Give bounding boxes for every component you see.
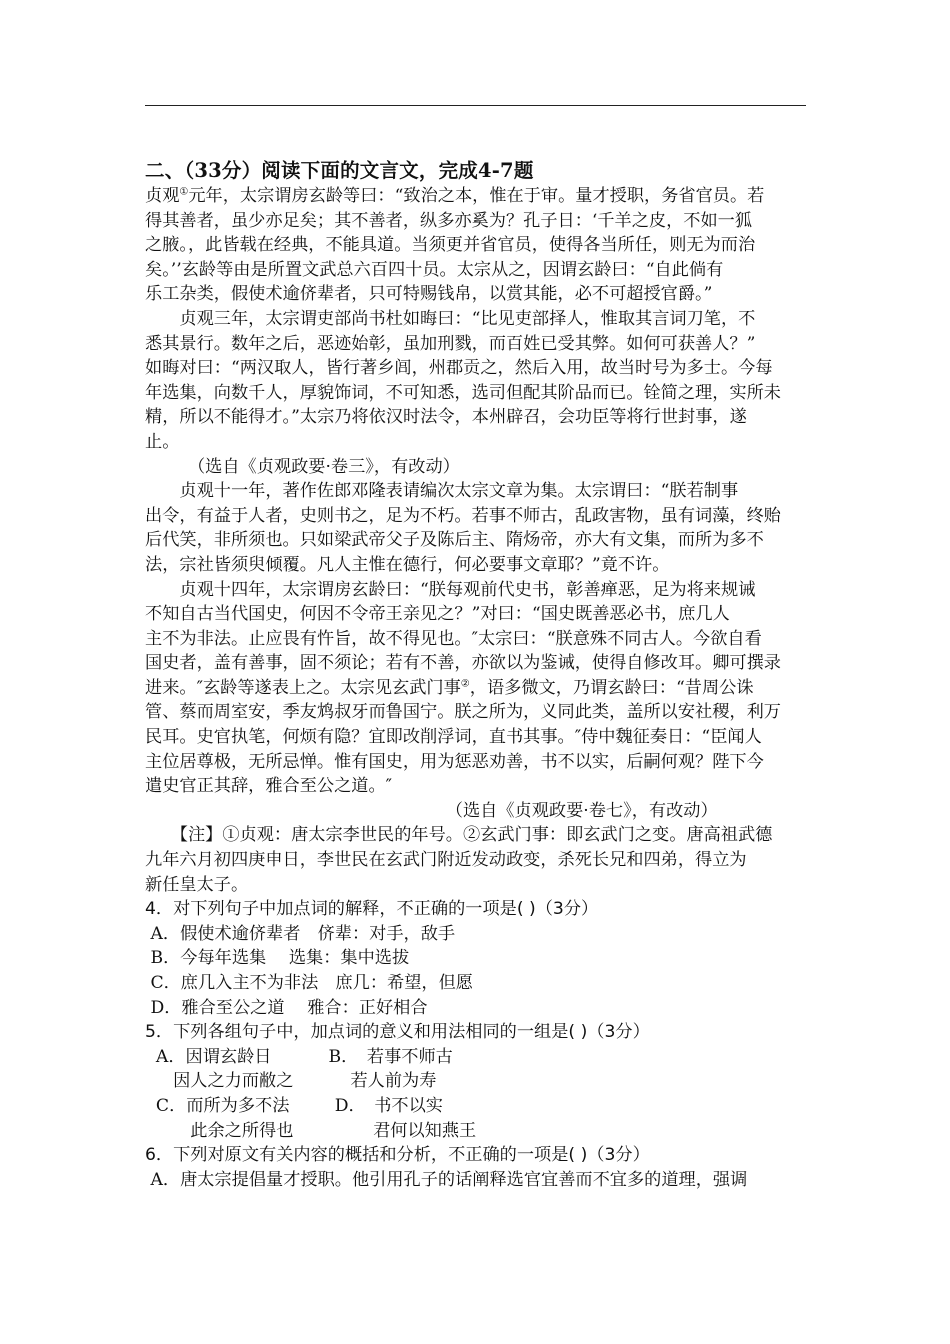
passage-line: 贞观①元年，太宗谓房玄龄等曰：“致治之本，惟在于审。量才授职，务省官员。若 <box>145 186 765 206</box>
passage-line: 乐工杂类，假使术逾侪辈者，只可特赐钱帛，以赏其能，必不可超授官爵。” <box>145 284 713 305</box>
passage-line: 主位居尊极，无所忌惮。惟有国史，用为惩恶劝善，书不以实，后嗣何观？陛下今 <box>145 751 764 772</box>
passage-line: 悉其景行。数年之后，恶迹始彰，虽加刑戮，而百姓已受其弊。如何可获善人？” <box>145 333 756 354</box>
passage-line: 贞观三年，太宗谓吏部尚书杜如晦曰：“比见吏部择人，惟取其言词刀笔，不 <box>145 308 756 329</box>
document-body <box>145 158 808 1192</box>
answer-option: A．因谓玄龄日 B． 若事不师古 <box>145 1046 453 1067</box>
question-stem: 4．对下列句子中加点词的解释，不正确的一项是( )（3分） <box>145 899 599 920</box>
question-6 <box>145 1143 808 1192</box>
answer-option: D．雅合至公之道 雅合：正好相合 <box>145 997 428 1018</box>
answer-option: 因人之力而敝之 若人前为寿 <box>145 1071 437 1092</box>
passage-line: 进来。″玄龄等遂表上之。太宗见玄武门事②，语多微文，乃谓玄龄曰：“昔周公诛 <box>145 677 754 698</box>
passage-line: 主不为非法。止应畏有忤旨，故不得见也。″太宗曰：“朕意殊不同古人。今欲自看 <box>145 628 762 649</box>
passage-line: 不知自古当代国史，何因不令帝王亲见之？”对曰：“国史既善恶必书，庶几人 <box>145 604 730 625</box>
answer-option: A．假使术逾侪辈者 侪辈：对手，敌手 <box>145 923 456 944</box>
answer-option: 此余之所得也 君何以知燕王 <box>145 1120 477 1141</box>
answer-option: B．今每年选集 选集：集中选拔 <box>145 948 410 969</box>
passage-line: 得其善者，虽少亦足矣；其不善者，纵多亦奚为？孔子日：‘千羊之皮，不如一狐 <box>145 210 753 231</box>
passage <box>145 184 808 897</box>
section-heading: 二、（33分）阅读下面的文言文，完成4-7题 <box>145 159 534 182</box>
passage-line: 贞观十四年，太宗谓房玄龄曰：“朕每观前代史书，彰善瘅恶，足为将来规诫 <box>145 579 756 600</box>
question-5 <box>145 1020 808 1143</box>
source-citation: （选自《贞观政要·卷三》，有改动） <box>145 456 460 477</box>
passage-line: 民耳。史官执笔，何烦有隐？宜即改削浮词，直书其事。″侍中魏征奏日：“臣闻人 <box>145 727 762 748</box>
header-rule <box>145 105 806 106</box>
footnote-marker: ① <box>179 186 189 198</box>
passage-line: 贞观十一年，著作佐郎邓隆表请编次太宗文章为集。太宗谓曰：“朕若制事 <box>145 481 739 502</box>
footnote-line: 九年六月初四庚申日，李世民在玄武门附近发动政变，杀死长兄和四弟，得立为 <box>145 850 747 871</box>
passage-line: 如晦对曰：“两汉取人，皆行著乡闾，州郡贡之，然后入用，故当时号为多士。今每 <box>145 358 773 379</box>
passage-line: 止。 <box>145 431 180 452</box>
question-stem: 5．下列各组句子中，加点词的意义和用法相同的一组是( )（3分） <box>145 1022 650 1043</box>
passage-line: 出令，有益于人者，史则书之，足为不朽。若事不师古，乱政害物，虽有词藻，终贻 <box>145 505 781 526</box>
passage-line: 法，宗社皆须臾倾覆。凡人主惟在德行，何必要事文章耶？”竟不许。 <box>145 554 670 575</box>
footnote-line: 新任皇太子。 <box>145 874 249 895</box>
passage-line: 之腋。，此皆载在经典，不能具道。当须更并省官员，使得各当所任，则无为而治 <box>145 235 756 256</box>
question-4 <box>145 897 808 1020</box>
passage-line: 管、蔡而周室安，季友鸩叔牙而鲁国宁。朕之所为，义同此类，盖所以安社稷，利万 <box>145 702 781 723</box>
passage-line: 矣。’’玄龄等由是所置文武总六百四十员。太宗从之，因谓玄龄曰：“自此倘有 <box>145 259 724 280</box>
answer-option: A．唐太宗提倡量才授职。他引用孔子的话阐释选官宜善而不宜多的道理，强调 <box>145 1169 748 1190</box>
question-stem: 6．下列对原文有关内容的概括和分析，不正确的一项是( )（3分） <box>145 1145 650 1166</box>
passage-line: 精，所以不能得才。”太宗乃将依汉时法令，本州辟召，会功臣等将行世封事，遂 <box>145 407 747 428</box>
passage-line: 国史者，盖有善事，固不须论；若有不善，亦欲以为鉴诫，使得自修改耳。卿可撰录 <box>145 653 781 674</box>
answer-option: C．而所为多不法 D． 书不以实 <box>145 1095 443 1116</box>
passage-line: 后代笑，非所须也。只如梁武帝父子及陈后主、隋炀帝，亦大有文集，而所为多不 <box>145 530 764 551</box>
passage-line: 年选集，向数千人，厚貌饰词，不可知悉，选司但配其阶品而已。铨简之理，实所未 <box>145 382 781 403</box>
footnote-line: 【注】①贞观：唐太宗李世民的年号。②玄武门事：即玄武门之变。唐高祖武德 <box>145 825 773 846</box>
source-citation: （选自《贞观政要·卷七》，有改动） <box>145 800 718 821</box>
passage-line: 遣史官正其辞，雅合至公之道。″ <box>145 776 393 797</box>
footnote-marker: ② <box>460 678 470 690</box>
answer-option: C．庶几入主不为非法 庶几：希望，但愿 <box>145 973 473 993</box>
